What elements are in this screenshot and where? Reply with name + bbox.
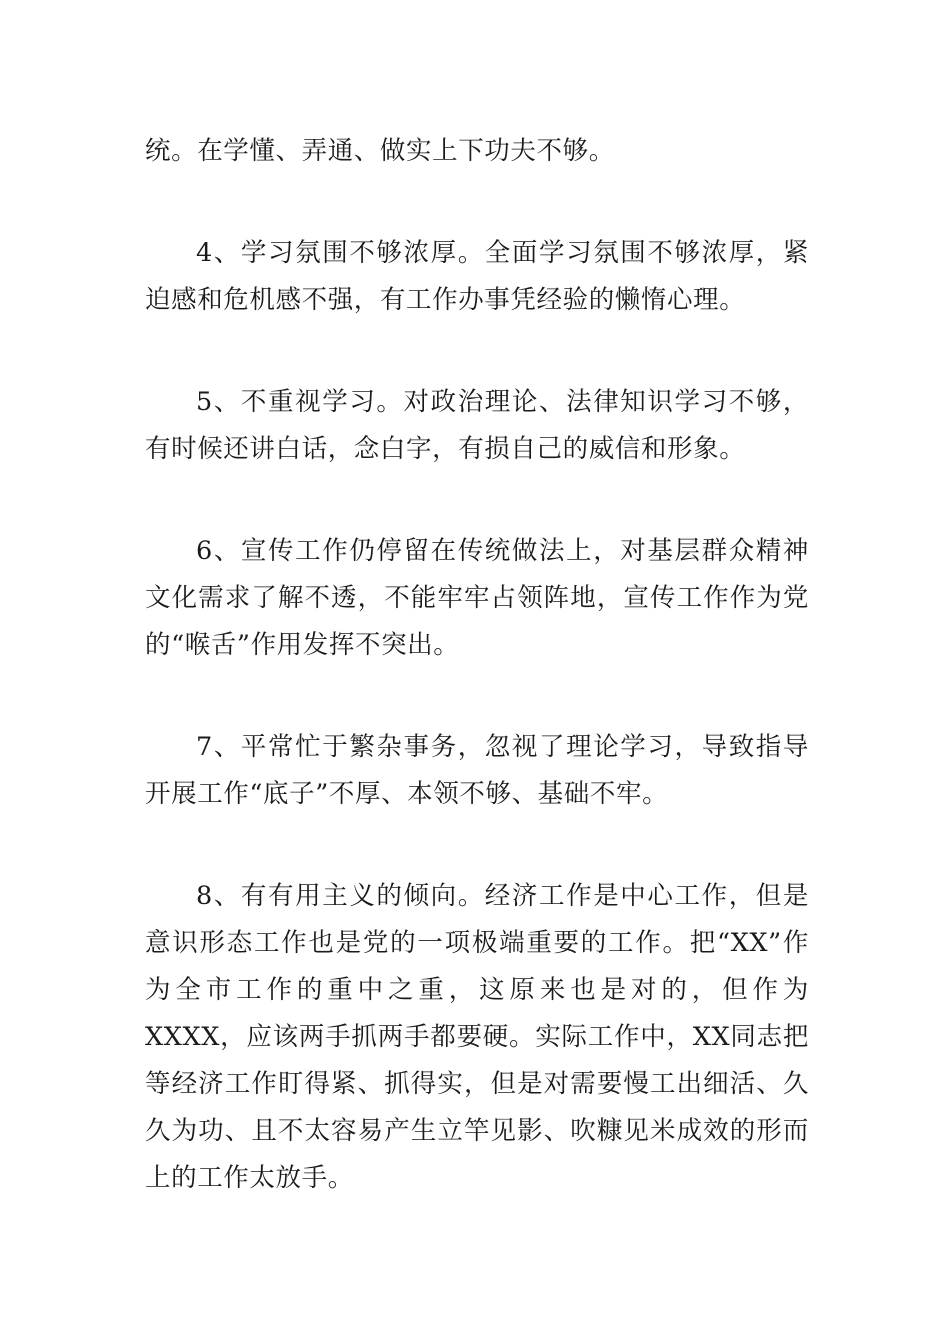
paragraph-item-8: 8、有有用主义的倾向。经济工作是中心工作，但是意识形态工作也是党的一项极端重要的工作。把“XX”作为全市工作的重中之重，这原来也是对的，但作为XXXX，应该两手抓两手都要硬。实际工作中，XX同志把等经济工作盯得紧、抓得实，但是对需要慢工出细活、久久为功、且不太容易产生立竿见影、吹糠见米成效的形而上的工作太放手。 <box>145 881 809 1193</box>
paragraph-item-5: 5、不重视学习。对政治理论、法律知识学习不够，有时候还讲白话，念白字，有损自己的威信和形象。 <box>145 387 809 464</box>
paragraph-item-7: 7、平常忙于繁杂事务，忽视了理论学习，导致指导开展工作“底子”不厚、本领不够、基础不牢。 <box>145 732 809 809</box>
paragraph-continuation: 统。在学懂、弄通、做实上下功夫不够。 <box>145 136 615 166</box>
paragraph-item-6: 6、宣传工作仍停留在传统做法上，对基层群众精神文化需求了解不透，不能牢牢占领阵地，宣传工作作为党的“喉舌”作用发挥不突出。 <box>145 536 809 660</box>
document-body <box>145 128 809 1257</box>
paragraph-item-4: 4、学习氛围不够浓厚。全面学习氛围不够浓厚，紧迫感和危机感不强，有工作办事凭经验的懒惰心理。 <box>145 238 809 315</box>
